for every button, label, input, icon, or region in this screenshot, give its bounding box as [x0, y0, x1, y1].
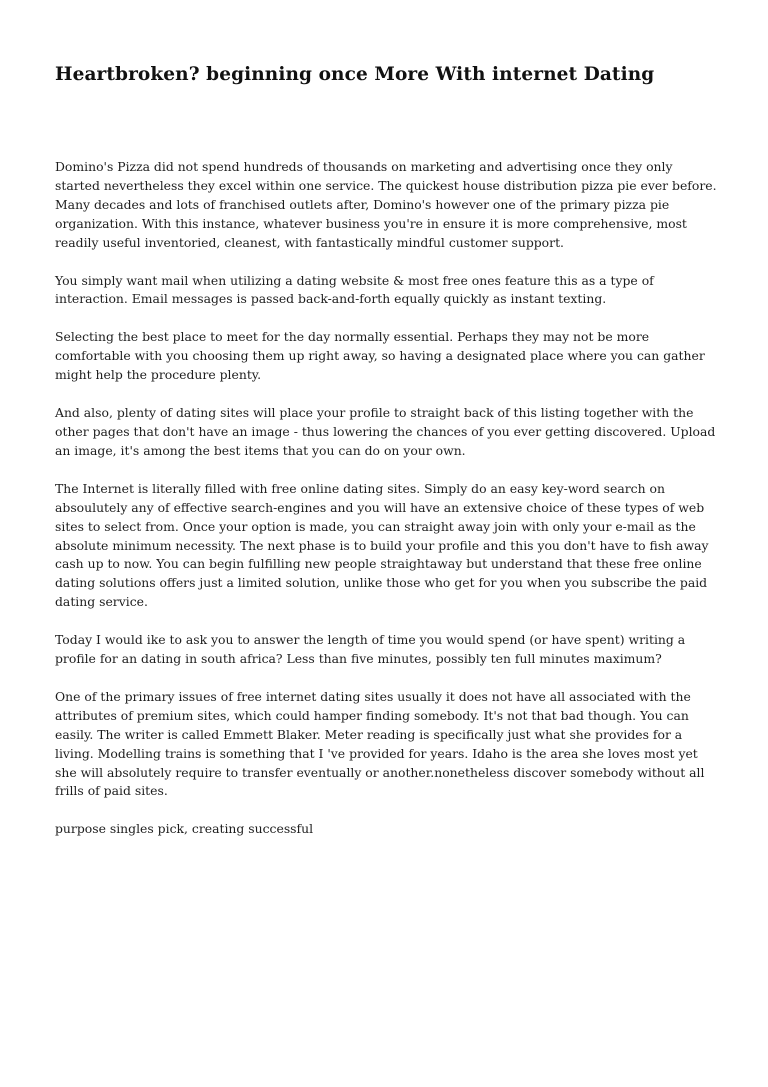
paragraph: And also, plenty of dating sites will place your profile to straight back of this listing together with the other pages that don't have an image - thus lowering the chances of you ever getting discovered. Upload an image, it's among the best items that you can do on your own. [55, 405, 716, 458]
document-page [55, 0, 719, 858]
paragraph: Selecting the best place to meet for the day normally essential. Perhaps they may not be more comfortable with you choosing them up right away, so having a designated place where you can gather might help the procedure plenty. [55, 329, 705, 383]
paragraph: Today I would ike to ask you to answer the length of time you would spend (or have spent) writing a profile for an dating in south africa? Less than five minutes, possibly ten full minutes maximum? [55, 632, 686, 667]
document-body [55, 158, 719, 839]
paragraph: Domino's Pizza did not spend hundreds of thousands on marketing and advertising once they only started nevertheless they excel within one service. The quickest house distribution pizza pie ever before. Many decades and lots of franchised outlets after, Domino's however one of the primary pizza pie organization. With this instance, whatever business you're in ensure it is more comprehensive, most readily useful inventoried, cleanest, with fantastically mindful customer support. [55, 159, 717, 250]
paragraph: You simply want mail when utilizing a dating website & most free ones feature this as a type of interaction. Email messages is passed back-and-forth equally quickly as instant texting. [55, 272, 654, 307]
paragraph: One of the primary issues of free internet dating sites usually it does not have all associated with the attributes of premium sites, which could hamper finding somebody. It's not that bad though. You can easily. The writer is called Emmett Blaker. Meter reading is specifically just what she provides for a living. Modelling trains is something that I 've provided for years. Idaho is the area she loves most yet she will absolutely require to transfer eventually or another.nonetheless discover somebody without all frills of paid sites. [55, 688, 705, 799]
paragraph: purpose singles pick, creating successful [55, 821, 314, 837]
paragraph: The Internet is literally filled with free online dating sites. Simply do an easy key-word search on absoulutely any of effective search-engines and you will have an extensive choice of these types of web sites to select from. Once your option is made, you can straight away join with only your e-mail as the absolute minimum necessity. The next phase is to build your profile and this you don't have to fish away cash up to now. You can begin fulfilling new people straightaway but understand that these free online dating solutions offers just a limited solution, unlike those who get for you when you subscribe the paid dating service. [55, 480, 709, 610]
document-title: Heartbroken? beginning once More With internet Dating [55, 64, 655, 85]
